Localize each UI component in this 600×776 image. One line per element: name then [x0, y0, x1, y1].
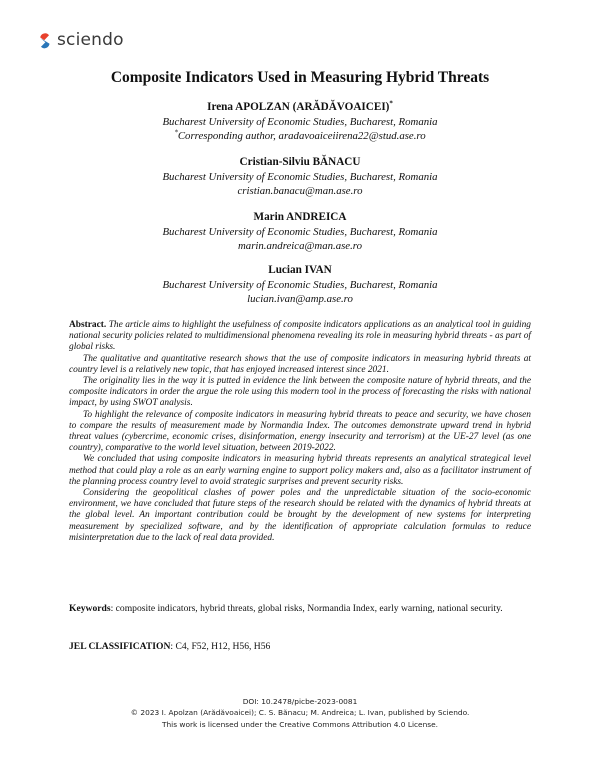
- author-block-3: [0, 210, 600, 253]
- keywords: [69, 603, 531, 615]
- keywords-text: : composite indicators, hybrid threats, global risks, Normandia Index, early warning, national security.: [110, 603, 503, 614]
- footer: [0, 696, 600, 730]
- abstract: [69, 320, 531, 544]
- license-notice[interactable]: This work is licensed under the Creative Commons Attribution 4.0 License.: [161, 719, 439, 729]
- author-affiliation: Bucharest University of Economic Studies, Bucharest, Romania: [162, 279, 438, 291]
- abstract-paragraph: The originality lies in the way it is putted in evidence the link between the composite nature of hybrid threats, and the composite indicators in order the argue the role using this modern tool in the process of forecasting the risks with national impact, by using SWOT analysis.: [69, 376, 531, 409]
- abstract-paragraph: The qualitative and quantitative research shows that the use of composite indicators in measuring hybrid threats at country level is a relatively new topic, that has enjoyed increased interest since 2021.: [69, 353, 531, 375]
- jel-codes: : C4, F52, H12, H56, H56: [170, 641, 271, 652]
- author-name: Irena APOLZAN (ARĂDĂVOAICEI): [207, 101, 390, 113]
- paper-title: Composite Indicators Used in Measuring Hybrid Threats: [110, 69, 490, 86]
- author-contact[interactable]: Corresponding author, aradavoaiceiirena22@stud.ase.ro: [177, 130, 426, 142]
- abstract-paragraph: To highlight the relevance of composite indicators in measuring hybrid threats to peace and security, we have chosen to compare the results of measurement made by Normandia Index. The outcomes demonstrate upward trend in hybrid threat values (cybercrime, economic crises, disinformation, energy insecurity and terrorism) at the UE-27 level (as one country), comparative to the world level situation, between 2019-2022.: [69, 409, 531, 454]
- contact-marker: *: [174, 128, 178, 137]
- author-affiliation: Bucharest University of Economic Studies, Bucharest, Romania: [162, 171, 438, 183]
- sciendo-s-mark-icon: [36, 32, 54, 50]
- author-affiliation: Bucharest University of Economic Studies, Bucharest, Romania: [162, 226, 438, 238]
- author-block-4: [0, 263, 600, 306]
- author-affiliation: Bucharest University of Economic Studies, Bucharest, Romania: [162, 116, 438, 128]
- jel-classification: [69, 641, 531, 653]
- author-email[interactable]: cristian.banacu@man.ase.ro: [237, 185, 363, 197]
- author-block-2: [0, 155, 600, 198]
- author-email[interactable]: marin.andreica@man.ase.ro: [238, 240, 362, 252]
- author-name: Lucian IVAN: [268, 264, 332, 276]
- abstract-paragraph: We concluded that using composite indicators in measuring hybrid threats represents an analytical strategical level method that could play a role as an early warning engine to support policy makers and, also as a facilitator instrument of the planning process country level to avoid strategic surprises and prevent security risks.: [69, 454, 531, 487]
- author-name: Marin ANDREICA: [253, 211, 347, 223]
- author-block-1: [0, 100, 600, 143]
- keywords-label: Keywords: [69, 603, 111, 614]
- doi-link[interactable]: DOI: 10.2478/picbe-2023-0081: [242, 697, 358, 706]
- brand-name: sciendo: [57, 30, 124, 50]
- author-name: Cristian-Silviu BĂNACU: [239, 156, 361, 168]
- copyright-notice: © 2023 I. Apolzan (Arădăvoaicei); C. S. Bănacu; M. Andreica; L. Ivan, published by Sciendo.: [130, 708, 470, 718]
- author-email[interactable]: lucian.ivan@amp.ase.ro: [247, 293, 353, 305]
- author-marker: *: [389, 99, 393, 108]
- abstract-paragraph: Considering the geopolitical clashes of power poles and the unpredictable situation of the socio-economic environment, we have concluded that future steps of the research should be related with the dynamics of hybrid threats at the global level. An important contribution could be brought by the development of new systems for interpreting measurement by specialized software, and by the identification of appropriate calculation formulas to reduce misinterpretation due to the lack of real data provided.: [69, 488, 531, 543]
- jel-label: JEL CLASSIFICATION: [69, 641, 171, 652]
- abstract-paragraph: Abstract. The article aims to highlight the usefulness of composite indicators applications as an analytical tool in guiding national security policies related to multidimensional phenomena revealing its role in measuring hybrid threats - as part of global risks.: [69, 320, 531, 353]
- abstract-label: Abstract.: [69, 320, 107, 330]
